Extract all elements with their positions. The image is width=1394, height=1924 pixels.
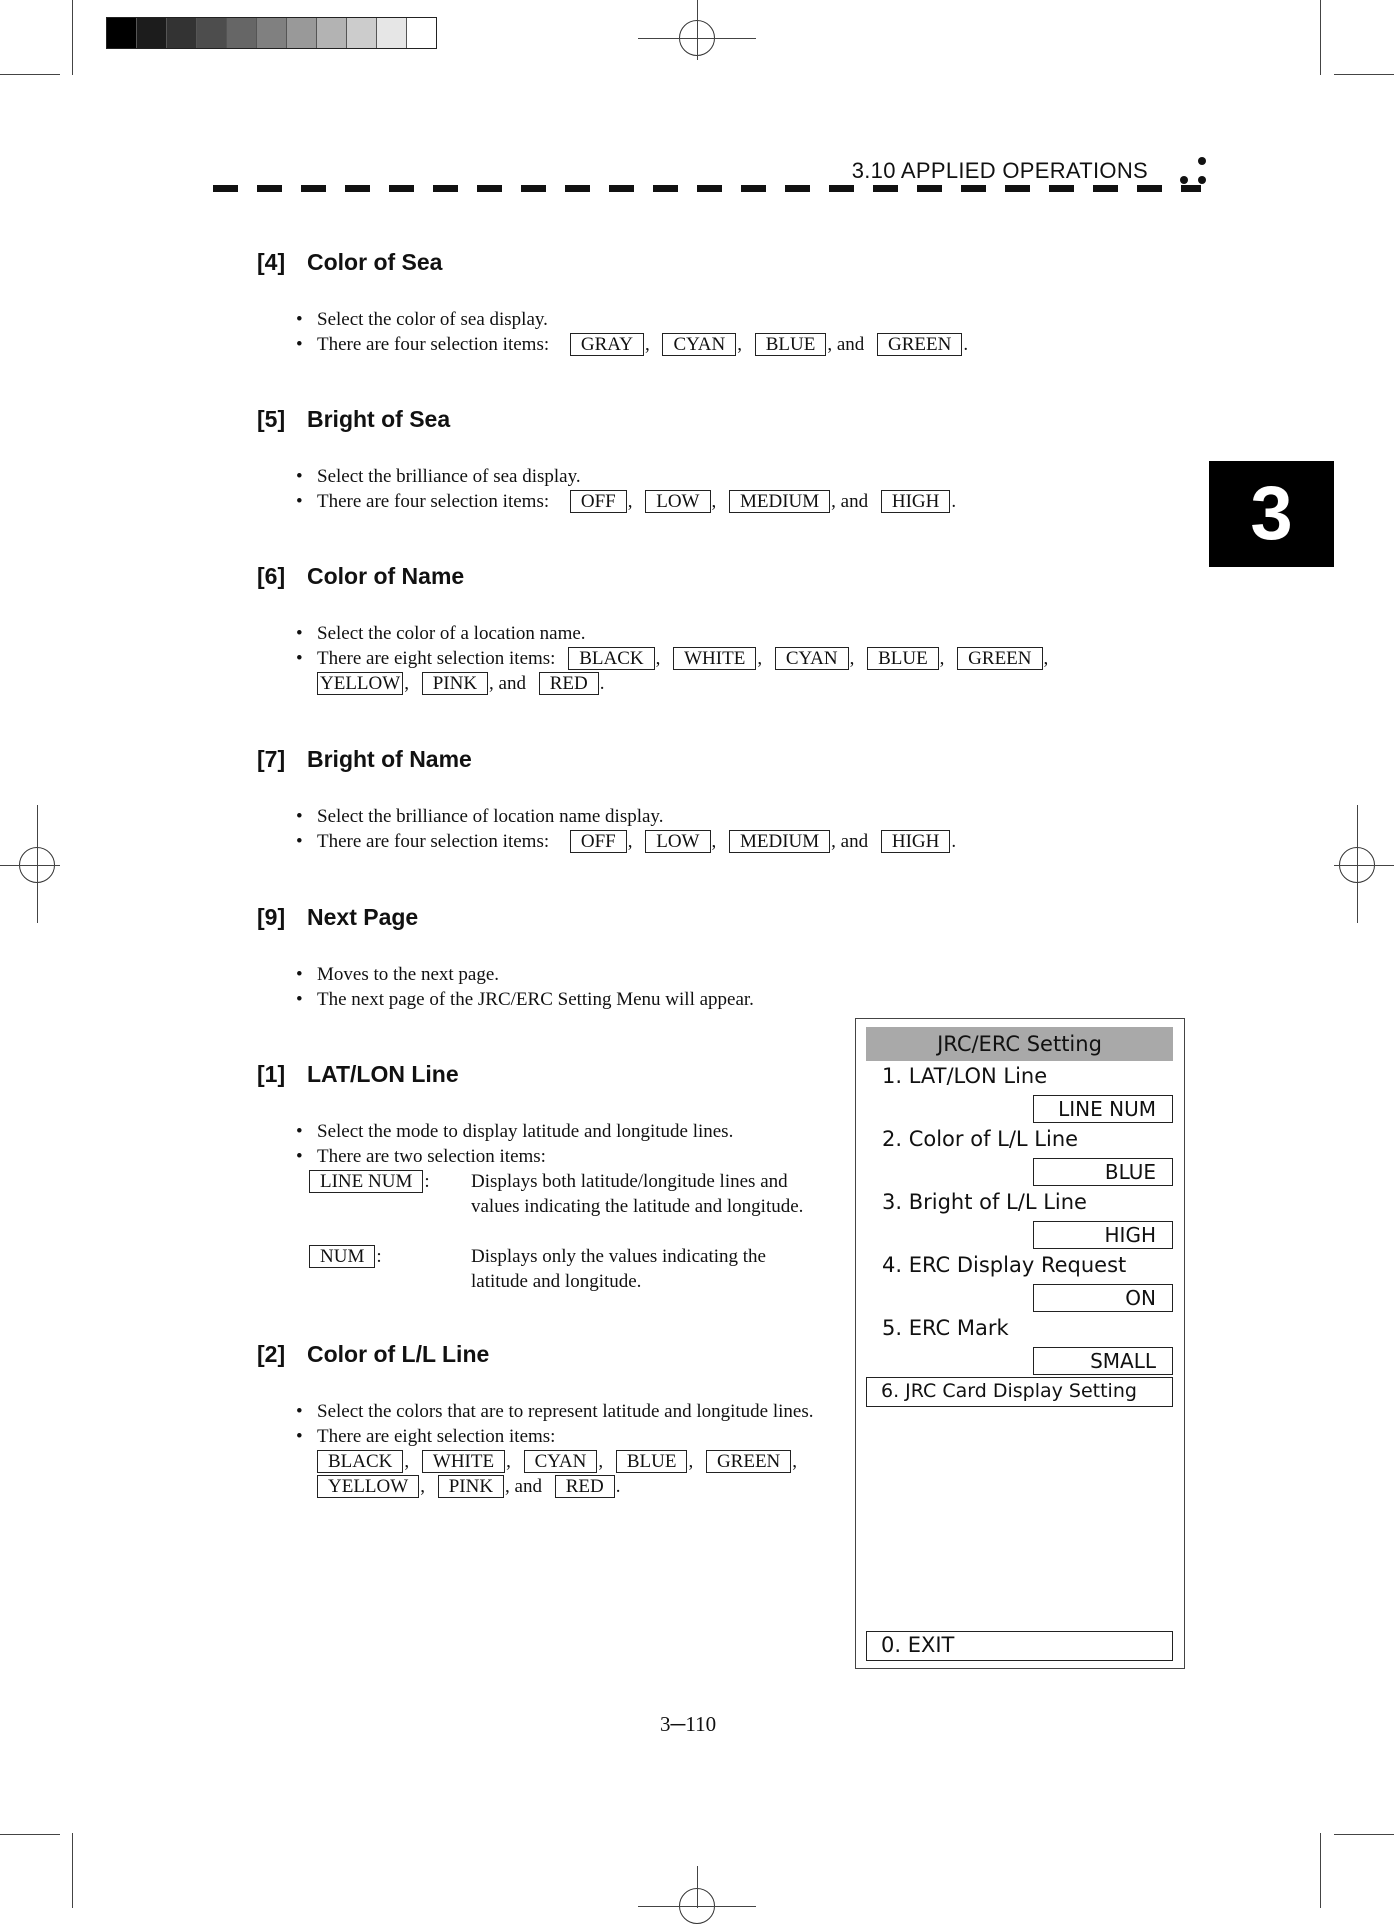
bullet-list-color-of-name: [296, 621, 1049, 696]
bullet-list-bright-of-name: [296, 804, 957, 854]
option-box: HIGH: [881, 490, 951, 513]
gray-cell: [137, 18, 167, 48]
bullet-list-color-of-ll-line: [296, 1399, 837, 1499]
bullet-list-next-page: [296, 962, 754, 1012]
definition-row: LINE NUM : Displays both latitude/longitude lines and values indicating the latitude and longitude.: [293, 1169, 733, 1244]
section-heading: Color of Sea: [307, 249, 443, 275]
option-box: NUM: [309, 1245, 375, 1268]
bullet-item-continuation: BLACK , WHITE , CYAN , BLUE , GREEN ,: [317, 1449, 837, 1474]
option-box: GRAY: [570, 333, 644, 356]
menu-value-color-of-ll-line[interactable]: BLUE: [1033, 1158, 1173, 1186]
gray-cell: [317, 18, 347, 48]
option-box: OFF: [570, 490, 627, 513]
menu-item-exit[interactable]: 0. EXIT: [866, 1631, 1173, 1661]
option-box: CYAN: [524, 1450, 598, 1473]
option-box: YELLOW: [317, 1475, 419, 1498]
option-box: GREEN: [706, 1450, 791, 1473]
bullet-list-lat-lon-line: [296, 1119, 804, 1294]
option-box: BLUE: [616, 1450, 688, 1473]
definition-text: Displays both latitude/longitude lines and values indicating the latitude and longitude.: [471, 1171, 804, 1217]
menu-item-bright-of-ll-line[interactable]: 3. Bright of L/L Line: [882, 1190, 1087, 1214]
option-box: WHITE: [422, 1450, 505, 1473]
option-box: RED: [539, 672, 599, 695]
section-title-bright-of-sea: [5] Bright of Sea: [257, 406, 451, 432]
bullet-item-continuation: YELLOW , PINK , and RED .: [317, 671, 1048, 696]
option-box: GREEN: [957, 647, 1042, 670]
option-box: BLACK: [568, 647, 654, 670]
gray-cell: [257, 18, 287, 48]
menu-value-lat-lon-line[interactable]: LINE NUM: [1033, 1095, 1173, 1123]
jrc-erc-setting-menu: [855, 1018, 1185, 1669]
gray-cell: [287, 18, 317, 48]
section-title-lat-lon-line: [1] LAT/LON Line: [257, 1061, 459, 1087]
definition-row: NUM : Displays only the values indicating the latitude and longitude.: [293, 1244, 733, 1294]
section-title-color-of-ll-line: [2] Color of L/L Line: [257, 1341, 490, 1367]
option-box: CYAN: [775, 647, 849, 670]
option-box: CYAN: [662, 333, 736, 356]
gray-cell: [197, 18, 227, 48]
bullet-list-bright-of-sea: [296, 464, 957, 514]
bullet-item: • Select the brilliance of location name display.: [296, 806, 664, 827]
bullet-item: • There are two selection items:: [296, 1146, 546, 1167]
option-box: BLUE: [867, 647, 939, 670]
bullet-item: • Select the brilliance of sea display.: [296, 466, 581, 487]
menu-value-bright-of-ll-line[interactable]: HIGH: [1033, 1221, 1173, 1249]
grayscale-calibration-strip: [106, 17, 437, 49]
chapter-tab: 3: [1209, 461, 1334, 567]
option-box: RED: [555, 1475, 615, 1498]
menu-item-color-of-ll-line[interactable]: 2. Color of L/L Line: [882, 1127, 1079, 1151]
gray-cell: [377, 18, 407, 48]
bullet-item: • There are four selection items: GRAY , CYAN , BLUE , and GREEN .: [296, 334, 969, 355]
bullet-item: • Select the mode to display latitude and longitude lines.: [296, 1121, 734, 1142]
gray-cell: [347, 18, 377, 48]
option-box: BLACK: [317, 1450, 403, 1473]
page-number: 3─110: [660, 1712, 717, 1736]
section-title-next-page: [9] Next Page: [257, 904, 419, 930]
option-box: WHITE: [673, 647, 756, 670]
header-dots-ornament: [1178, 155, 1208, 185]
bullet-item: • Select the colors that are to represent latitude and longitude lines.: [296, 1401, 814, 1422]
option-box: PINK: [422, 672, 488, 695]
bullet-item: • Select the color of a location name.: [296, 623, 586, 644]
option-box: PINK: [438, 1475, 504, 1498]
menu-item-lat-lon-line[interactable]: 1. LAT/LON Line: [882, 1064, 1048, 1088]
option-box: MEDIUM: [729, 830, 830, 853]
menu-value-erc-mark[interactable]: SMALL: [1033, 1347, 1173, 1375]
bullet-item: • There are four selection items: OFF , LOW , MEDIUM , and HIGH .: [296, 831, 957, 852]
menu-item-erc-display-request[interactable]: 4. ERC Display Request: [882, 1253, 1127, 1277]
section-number: [4]: [257, 249, 286, 275]
menu-title: JRC/ERC Setting: [866, 1027, 1173, 1061]
gray-cell: [227, 18, 257, 48]
bullet-item: • The next page of the JRC/ERC Setting Menu will appear.: [296, 989, 754, 1010]
menu-item-jrc-card-display-setting[interactable]: 6. JRC Card Display Setting: [866, 1377, 1173, 1407]
bullet-item: • Select the color of sea display.: [296, 309, 548, 330]
bullet-item-continuation: YELLOW , PINK , and RED .: [317, 1474, 837, 1499]
section-title-color-of-name: [6] Color of Name: [257, 563, 465, 589]
menu-value-erc-display-request[interactable]: ON: [1033, 1284, 1173, 1312]
option-box: OFF: [570, 830, 627, 853]
bullet-item: • There are four selection items: OFF , LOW , MEDIUM , and HIGH .: [296, 491, 957, 512]
section-title-color-of-sea: [257, 249, 442, 276]
option-box: HIGH: [881, 830, 951, 853]
bullet-item: • There are eight selection items:: [296, 1426, 556, 1447]
running-header: 3.10 APPLIED OPERATIONS: [851, 158, 1148, 183]
option-box: LOW: [645, 490, 710, 513]
menu-item-erc-mark[interactable]: 5. ERC Mark: [882, 1316, 1009, 1340]
option-box: GREEN: [877, 333, 962, 356]
gray-cell: [107, 18, 137, 48]
gray-cell: [407, 18, 436, 48]
bullet-list-color-of-sea: [296, 307, 969, 357]
option-box: LOW: [645, 830, 710, 853]
option-box: YELLOW: [317, 672, 403, 695]
option-box: LINE NUM: [309, 1170, 423, 1193]
definition-text: Displays only the values indicating the latitude and longitude.: [471, 1246, 766, 1292]
bullet-item: • Moves to the next page.: [296, 964, 500, 985]
gray-cell: [167, 18, 197, 48]
option-box: MEDIUM: [729, 490, 830, 513]
dashed-header-rule: [213, 185, 1201, 192]
option-box: BLUE: [755, 333, 827, 356]
section-title-bright-of-name: [7] Bright of Name: [257, 746, 472, 772]
bullet-item: • There are eight selection items: BLACK , WHITE , CYAN , BLUE , GREEN ,: [296, 648, 1049, 669]
